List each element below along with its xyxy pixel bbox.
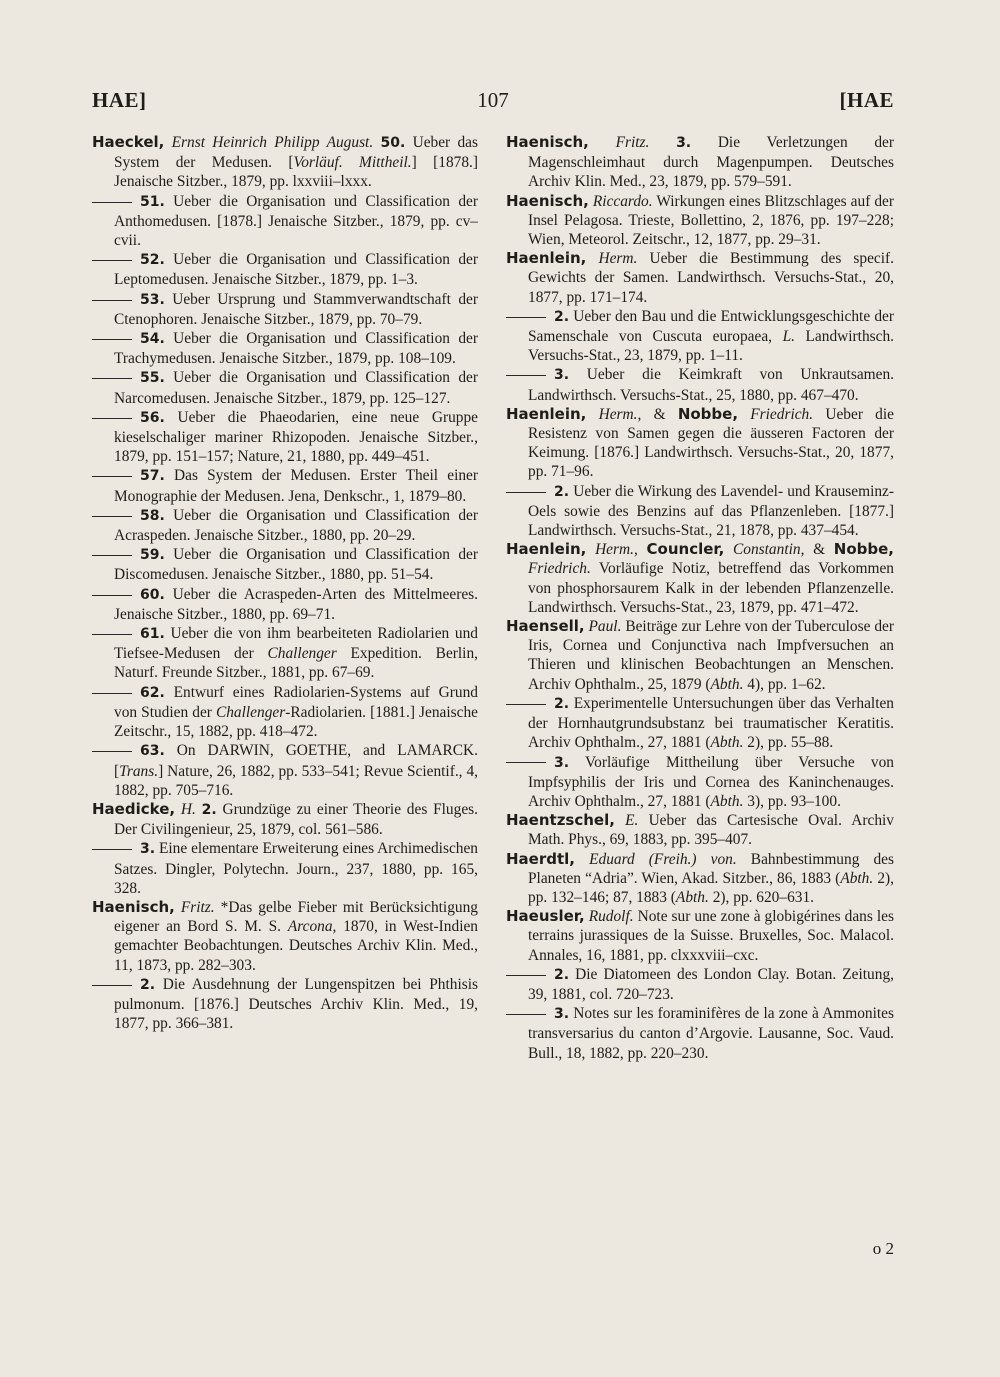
- author-given-name: Ernst Heinrich Philipp August.: [164, 134, 374, 151]
- author-given-name: Riccardo.: [588, 192, 653, 210]
- bibliography-entry: [506, 753, 894, 812]
- entry-text: Die Verletzungen der Magenschleimhaut durch Magenpumpen. Deutsches Archiv Klin. Med., 23, 1879, pp. 579–591.: [528, 134, 894, 191]
- bibliography-entry: [506, 133, 894, 192]
- bibliography-entry: [92, 506, 478, 545]
- entry-text: Grundzüge zu einer Theorie des Fluges. Der Civilingenieur, 25, 1879, col. 561–586.: [114, 800, 478, 839]
- entry-text: Ueber das Cartesische Oval. Archiv Math. Phys., 69, 1883, pp. 395–407.: [528, 812, 894, 849]
- entry-number: 55.: [140, 370, 165, 387]
- author-given-name: Paul.: [584, 618, 622, 636]
- entry-italic-text: Challenger: [215, 703, 286, 721]
- bibliography-entry: [506, 694, 894, 753]
- entry-text: ] [1878.] Jenaische Sitzber., 1879, pp. lxxviii–lxxx.: [114, 154, 479, 191]
- entry-number: 3.: [676, 135, 692, 151]
- entry-number: 2.: [554, 308, 570, 325]
- entry-italic-text: Abth.: [840, 869, 874, 887]
- entry-text: Eine elementare Erweiterung eines Archimedischen Satzes. Dingler, Polytechn. Journ., 237, 1880, pp. 165, 328.: [114, 840, 478, 897]
- entry-text: Ueber die Resistenz von Samen gegen die äusseren Factoren der Keimung. [1876.] Landwirthsch. Versuchs-Stat., 20, 1877, pp. 71–96.: [528, 405, 894, 481]
- ditto-dash: [92, 693, 132, 694]
- ditto-dash: [92, 300, 132, 301]
- ditto-dash: [506, 1014, 546, 1015]
- coauthor-name: Councler,: [646, 540, 725, 559]
- header-right: [HAE: [839, 88, 894, 112]
- entry-text: 4), pp. 1–62.: [743, 675, 826, 693]
- entry-number: 60.: [140, 586, 165, 603]
- bibliography-entry: [92, 466, 478, 505]
- author-given-name: Fritz.: [588, 134, 650, 151]
- author-name: Haensell,: [506, 617, 585, 636]
- entry-text: Ueber die Organisation und Classification der Anthomedusen. [1878.] Jenaische Sitzber., 1879, pp. cv–cvii.: [114, 192, 478, 250]
- coauthor-name: Nobbe,: [677, 404, 739, 423]
- entry-text: Ueber die von ihm bearbeiteten Radiolarien und Tiefsee-Medusen der: [114, 625, 478, 663]
- author-given-name: Herm.,: [586, 541, 638, 559]
- ditto-dash: [506, 375, 546, 376]
- entry-number: 61.: [140, 626, 165, 643]
- bibliography-entry: [506, 811, 894, 849]
- left-column: [92, 133, 478, 1033]
- author-joiner: [638, 541, 647, 558]
- ditto-dash: [506, 704, 546, 705]
- entry-text: Ueber Ursprung und Stammverwandtschaft der Ctenophoren. Jenaische Sitzber., 1879, pp. 70–79.: [114, 290, 478, 328]
- entry-italic-text: Abth.: [710, 734, 744, 752]
- bibliography-entry: [92, 368, 478, 407]
- coauthor-name: Nobbe,: [833, 540, 895, 559]
- author-given-name: Herm.: [586, 250, 638, 268]
- entry-text: 2), pp. 620–631.: [708, 888, 815, 906]
- entry-italic-text: Vorläuf. Mittheil.: [293, 154, 412, 172]
- bibliography-entry: [506, 540, 894, 617]
- entry-number: 2.: [201, 801, 217, 818]
- entry-number: 50.: [380, 135, 406, 151]
- ditto-dash: [506, 492, 546, 493]
- entry-text: Expedition. Berlin, Naturf. Freunde Sitzber., 1881, pp. 67–69.: [114, 645, 478, 682]
- entry-text: Note sur une zone à globigérines dans les terrains jurassiques de la Suisse. Bruxelles, Soc. Malacol. Annales, 16, 1881, pp. clxxxviii–cxc.: [528, 908, 894, 964]
- ditto-dash: [92, 751, 132, 752]
- author-name: Haenlein,: [506, 249, 587, 268]
- bibliography-entry: [506, 482, 894, 541]
- coauthor-given-name: Friedrich.: [738, 405, 814, 423]
- entry-italic-text: Abth.: [710, 792, 744, 810]
- running-header: [92, 88, 894, 120]
- author-name: Haenlein,: [506, 540, 587, 559]
- ditto-dash: [92, 516, 132, 517]
- right-column: [506, 133, 894, 1063]
- entry-italic-text: Abth.: [675, 888, 709, 906]
- entry-number: 2.: [554, 966, 570, 983]
- bibliography-entry: [506, 192, 894, 250]
- author-name: Haenlein,: [506, 404, 587, 423]
- bibliography-entry: [506, 249, 894, 307]
- author-name: Haedicke,: [92, 799, 176, 818]
- entry-text: Bahnbestimmung des Planeten “Adria”. Wien, Akad. Sitzber., 86, 1883 (: [528, 850, 895, 887]
- bibliography-entry: [92, 624, 478, 683]
- author-joiner: &: [641, 405, 678, 423]
- entry-number: 3.: [554, 367, 570, 384]
- entry-number: 2.: [554, 483, 570, 500]
- entry-text: *Das gelbe Fieber mit Berücksichtigung eigener an Bord S. M. S.: [114, 898, 478, 936]
- entry-text: Ueber die Organisation und Classification der Narcomedusen. Jenaische Sitzber., 1879, pp. 125–127.: [114, 369, 478, 407]
- bibliography-entry: [92, 741, 478, 800]
- author-given-name: Rudolf.: [584, 908, 634, 926]
- entry-italic-text: Arcona,: [287, 918, 337, 936]
- ditto-dash: [506, 762, 546, 763]
- entry-text: 2), pp. 55–88.: [743, 734, 834, 752]
- entry-italic-text: Abth.: [710, 675, 744, 693]
- entry-text: Ueber die Organisation und Classification der Discomedusen. Jenaische Sitzber., 1880, pp. 51–54.: [114, 546, 478, 584]
- author-given-name: H.: [175, 800, 196, 818]
- entry-italic-text: Challenger: [267, 645, 337, 663]
- entry-text: Ueber die Acraspeden-Arten des Mittelmeeres. Jenaische Sitzber., 1880, pp. 69–71.: [114, 585, 478, 623]
- author-name: Haeusler,: [506, 907, 585, 926]
- author-given-name: E.: [614, 812, 639, 830]
- entry-text: ] Nature, 26, 1882, pp. 533–541; Revue Scientif., 4, 1882, pp. 705–716.: [114, 762, 478, 799]
- entry-number: 3.: [554, 754, 570, 771]
- entry-italic-text: L.: [782, 328, 795, 346]
- entry-text: Die Ausdehnung der Lungenspitzen bei Phthisis pulmonum. [1876.] Deutsches Archiv Klin. Med., 19, 1877, pp. 366–381.: [114, 975, 478, 1033]
- bibliography-entry: [92, 683, 478, 742]
- ditto-dash: [92, 378, 132, 379]
- bibliography-entry: [506, 850, 894, 908]
- entry-text: Ueber die Wirkung des Lavendel- und Krauseminz-Oels sowie des Benzins auf das Pflanzenleben. [1877.] Landwirthsch. Versuchs-Stat., 21, 1878, pp. 437–454.: [528, 482, 894, 540]
- author-name: Haerdtl,: [506, 849, 575, 868]
- bibliography-entry: [506, 405, 894, 482]
- coauthor-given-name: Constantin,: [724, 541, 805, 559]
- page-number: 107: [477, 88, 509, 112]
- bibliography-entry: [92, 898, 478, 975]
- ditto-dash: [92, 339, 132, 340]
- bibliography-entry: [506, 1004, 894, 1063]
- ditto-dash: [92, 634, 132, 635]
- entry-number: 54.: [140, 331, 165, 348]
- ditto-dash: [506, 975, 546, 976]
- entry-text: Ueber die Bestimmung des specif. Gewichts der Samen. Landwirthsch. Versuchs-Stat., 20, 1877, pp. 171–174.: [528, 250, 895, 306]
- bibliography-entry: [92, 545, 478, 584]
- entry-text: Beiträge zur Lehre von der Tuberculose der Iris, Cornea und Conjunctiva nach Impfversuchen an Thieren und klinischen Beobachtungen an Menschen. Archiv Ophthalm., 25, 1879 (: [528, 618, 894, 693]
- entry-number: 56.: [140, 409, 165, 426]
- ditto-dash: [92, 418, 132, 419]
- entry-text: Das System der Medusen. Erster Theil einer Monographie der Medusen. Jena, Denkschr., 1, 1879–80.: [114, 467, 478, 505]
- entry-number: 51.: [140, 193, 165, 210]
- author-given-name: Fritz.: [174, 898, 215, 916]
- bibliography-entry: [92, 133, 478, 192]
- bibliography-entry: [92, 800, 478, 839]
- entry-number: 3.: [140, 841, 156, 858]
- entry-number: 52.: [140, 252, 165, 269]
- signature-mark: o 2: [872, 1239, 894, 1258]
- author-name: Haentzschel,: [506, 811, 615, 830]
- bibliography-entry: [92, 290, 478, 329]
- entry-text: Notes sur les foraminifères de la zone à Ammonites transversarius du canton d’Argovie. Lausanne, Soc. Vaud. Bull., 18, 1882, pp. 220–230.: [528, 1005, 894, 1062]
- entry-text: Ueber die Phaeodarien, eine neue Gruppe kieselschaliger mariner Rhizopoden. Jenaische Sitzber., 1879, pp. 151–157; Nature, 21, 1880, pp. 449–451.: [114, 408, 478, 466]
- entry-number: 57.: [140, 468, 165, 485]
- bibliography-entry: [92, 408, 478, 467]
- ditto-dash: [92, 985, 132, 986]
- bibliography-entry: [92, 585, 478, 624]
- entry-text: Entwurf eines Radiolarien-Systems auf Grund von Studien der: [114, 683, 478, 721]
- entry-number: 2.: [554, 695, 570, 712]
- bibliography-entry: [506, 965, 894, 1004]
- entry-text: Ueber die Organisation und Classification der Leptomedusen. Jenaische Sitzber., 1879, pp. 1–3.: [114, 251, 478, 289]
- entry-text: 2), pp. 132–146; 87, 1883 (: [528, 869, 894, 906]
- author-given-name: Herm.,: [586, 405, 642, 423]
- ditto-dash: [92, 260, 132, 261]
- author-given-name: Eduard (Freih.) von.: [575, 850, 737, 868]
- bibliography-entry: [92, 250, 478, 289]
- entry-text: Wirkungen eines Blitzschlages auf der Insel Pelagosa. Trieste, Bollettino, 2, 1876, pp. 197–228; Wien, Meteorol. Zeitschr., 12, 1877, pp. 29–31.: [528, 192, 894, 249]
- entry-text: Die Diatomeen des London Clay. Botan. Zeitung, 39, 1881, col. 720–723.: [528, 965, 894, 1003]
- ditto-dash: [92, 202, 132, 203]
- ditto-dash: [92, 555, 132, 556]
- bibliography-entry: [92, 839, 478, 898]
- entry-text: Vorläufige Notiz, betreffend das Vorkommen von phosphorsaurem Kalk in der lebenden Pflanzenzelle. Landwirthsch. Versuchs-Stat., 23, 1879, pp. 471–472.: [528, 560, 894, 616]
- entry-text: -Radiolarien. [1881.] Jenaische Zeitschr., 15, 1882, pp. 418–472.: [114, 703, 478, 741]
- ditto-dash: [92, 476, 132, 477]
- entry-number: 63.: [140, 743, 165, 760]
- entry-text: Vorläufige Mittheilung über Versuche von Impfsyphilis der Iris und Cornea des Kaninchenauges. Archiv Ophthalm., 27, 1881 (: [528, 753, 894, 810]
- entry-text: Ueber die Organisation und Classification der Trachymedusen. Jenaische Sitzber., 1879, pp. 108–109.: [114, 330, 478, 368]
- entry-text: Experimentelle Untersuchungen über das Verhalten der Hornhautgrundsubstanz bei traumatischer Keratitis. Archiv Ophthalm., 27, 1881 (: [528, 694, 894, 752]
- header-left: HAE]: [92, 88, 147, 112]
- author-name: Haenisch,: [92, 897, 175, 916]
- entry-italic-text: Trans.: [119, 762, 159, 780]
- entry-number: 2.: [140, 976, 156, 993]
- bibliography-entry: [506, 365, 894, 404]
- entry-number: 59.: [140, 547, 165, 564]
- ditto-dash: [92, 595, 132, 596]
- bibliography-entry: [92, 329, 478, 368]
- ditto-dash: [92, 849, 132, 850]
- entry-text: Ueber das System der Medusen. [: [114, 134, 478, 172]
- bibliography-entry: [506, 907, 894, 965]
- entry-number: 53.: [140, 291, 165, 308]
- entry-number: 58.: [140, 507, 165, 524]
- entry-number: 62.: [140, 684, 165, 701]
- entry-number: 3.: [554, 1006, 570, 1023]
- bibliography-entry: [92, 975, 478, 1034]
- bibliography-entry: [506, 307, 894, 366]
- entry-text: Ueber die Organisation und Classification der Acraspeden. Jenaische Sitzber., 1880, pp. 20–29.: [114, 506, 478, 545]
- entry-text: On DARWIN, GOETHE, and LAMARCK. [: [114, 742, 478, 780]
- author-name: Haenisch,: [506, 133, 589, 151]
- author-name: Haeckel,: [92, 133, 165, 151]
- author-joiner: &: [804, 541, 834, 559]
- entry-text: Ueber den Bau und die Entwicklungsgeschichte der Samenschale von Cuscuta europaea,: [528, 307, 894, 346]
- bibliography-entry: [506, 617, 894, 694]
- coauthor-given-name: Friedrich.: [528, 560, 591, 578]
- bibliography-entry: [92, 192, 478, 251]
- entry-text: Landwirthsch. Versuchs-Stat., 23, 1879, pp. 1–11.: [528, 328, 894, 365]
- author-name: Haenisch,: [506, 191, 589, 210]
- entry-text: Ueber die Keimkraft von Unkrautsamen. Landwirthsch. Versuchs-Stat., 25, 1880, pp. 467–470.: [528, 366, 894, 404]
- entry-text: 3), pp. 93–100.: [743, 792, 841, 810]
- entry-text: 1870, in West-Indien gemachter Beobachtungen. Deutsches Archiv Klin. Med., 11, 1873, pp. 282–303.: [114, 918, 478, 974]
- ditto-dash: [506, 317, 546, 318]
